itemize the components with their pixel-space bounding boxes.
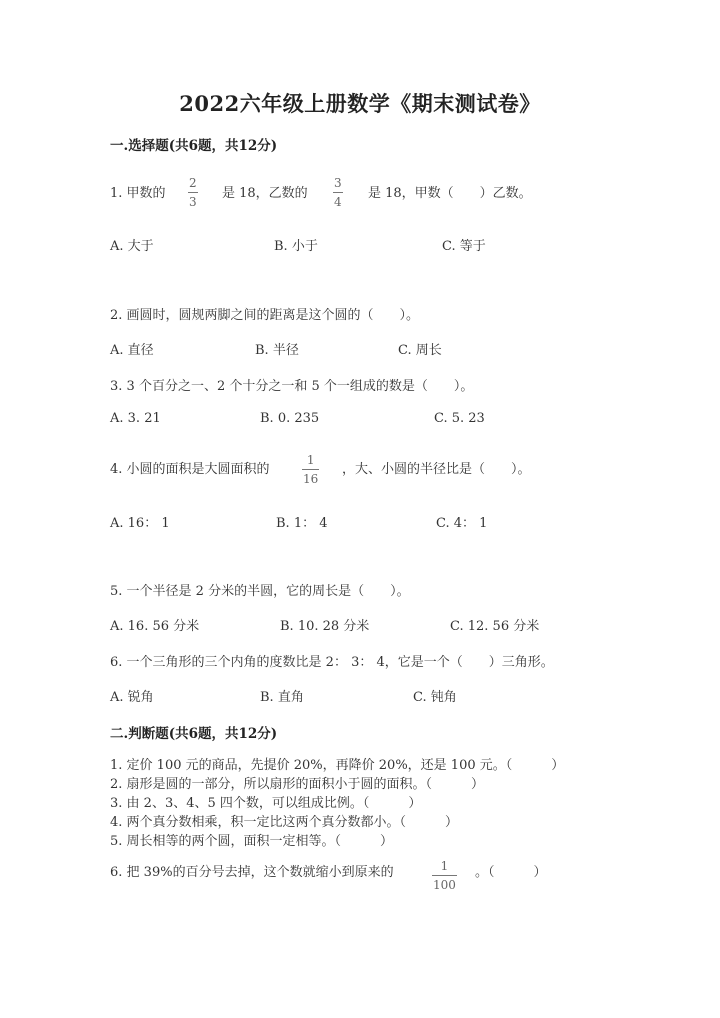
fraction-numerator: 2	[189, 176, 197, 190]
fraction-bar	[432, 875, 457, 876]
fraction-2-3	[188, 176, 198, 209]
fraction-denominator: 3	[189, 195, 197, 209]
fraction-numerator: 3	[334, 176, 342, 190]
q1-option-c[interactable]: C. 等于	[442, 239, 486, 254]
q3-option-b[interactable]: B. 0. 235	[260, 411, 320, 426]
q4-option-c[interactable]: C. 4： 1	[436, 516, 488, 531]
question-1-suffix: 是 18，甲数（ ）乙数。	[368, 186, 532, 201]
fraction-bar	[302, 469, 319, 470]
q2-option-c[interactable]: C. 周长	[398, 343, 442, 358]
fraction-denominator: 4	[334, 195, 342, 209]
q6-option-b[interactable]: B. 直角	[260, 690, 304, 705]
fraction-bar	[333, 192, 343, 193]
question-4-prefix: 4. 小圆的面积是大圆面积的	[110, 462, 270, 477]
fraction-3-4	[333, 176, 343, 209]
q6-option-c[interactable]: C. 钝角	[413, 690, 457, 705]
fraction-bar	[188, 192, 198, 193]
section-heading-judgement: 二.判断题(共6题，共12分)	[110, 726, 278, 742]
judgement-item-3: 3. 由 2、3、4、5 四个数，可以组成比例。（ ）	[110, 796, 422, 811]
fraction-1-16	[302, 453, 319, 486]
q4-option-b[interactable]: B. 1： 4	[276, 516, 328, 531]
question-5: 5. 一个半径是 2 分米的半圆，它的周长是（ ）。	[110, 584, 410, 599]
q4-option-a[interactable]: A. 16： 1	[110, 516, 170, 531]
q3-option-a[interactable]: A. 3. 21	[110, 411, 161, 426]
q2-option-b[interactable]: B. 半径	[255, 343, 299, 358]
q6-option-a[interactable]: A. 锐角	[110, 690, 154, 705]
judgement-item-4: 4. 两个真分数相乘，积一定比这两个真分数都小。（ ）	[110, 815, 459, 830]
question-1-middle: 是 18，乙数的	[222, 186, 308, 201]
fraction-numerator: 1	[306, 453, 315, 467]
question-2: 2. 画圆时，圆规两脚之间的距离是这个圆的（ ）。	[110, 308, 420, 323]
judgement-item-5: 5. 周长相等的两个圆，面积一定相等。（ ）	[110, 834, 394, 849]
fraction-numerator: 1	[440, 859, 449, 873]
judgement-item-6-suffix: 。（ ）	[475, 865, 547, 880]
question-4-suffix: ，大、小圆的半径比是（ ）。	[342, 462, 531, 477]
judgement-item-1: 1. 定价 100 元的商品，先提价 20%，再降价 20%，还是 100 元。（ ）	[110, 758, 565, 773]
q1-option-a[interactable]: A. 大于	[110, 239, 154, 254]
question-1-prefix: 1. 甲数的	[110, 186, 166, 201]
judgement-item-6-prefix: 6. 把 39%的百分号去掉，这个数就缩小到原来的	[110, 865, 394, 880]
fraction-denominator: 100	[433, 878, 456, 892]
page-title: 2022六年级上册数学《期末测试卷》	[179, 91, 541, 116]
question-3: 3. 3 个百分之一、2 个十分之一和 5 个一组成的数是（ ）。	[110, 379, 474, 394]
section-heading-choice: 一.选择题(共6题，共12分)	[110, 138, 278, 154]
q5-option-b[interactable]: B. 10. 28 分米	[280, 619, 370, 634]
q3-option-c[interactable]: C. 5. 23	[434, 411, 485, 426]
q1-option-b[interactable]: B. 小于	[274, 239, 318, 254]
q5-option-c[interactable]: C. 12. 56 分米	[450, 619, 540, 634]
judgement-item-2: 2. 扇形是圆的一部分，所以扇形的面积小于圆的面积。（ ）	[110, 777, 485, 792]
question-6: 6. 一个三角形的三个内角的度数比是 2： 3： 4，它是一个（ ）三角形。	[110, 655, 554, 670]
fraction-denominator: 16	[303, 472, 319, 486]
q2-option-a[interactable]: A. 直径	[110, 343, 154, 358]
fraction-1-100	[432, 859, 457, 892]
q5-option-a[interactable]: A. 16. 56 分米	[110, 619, 200, 634]
